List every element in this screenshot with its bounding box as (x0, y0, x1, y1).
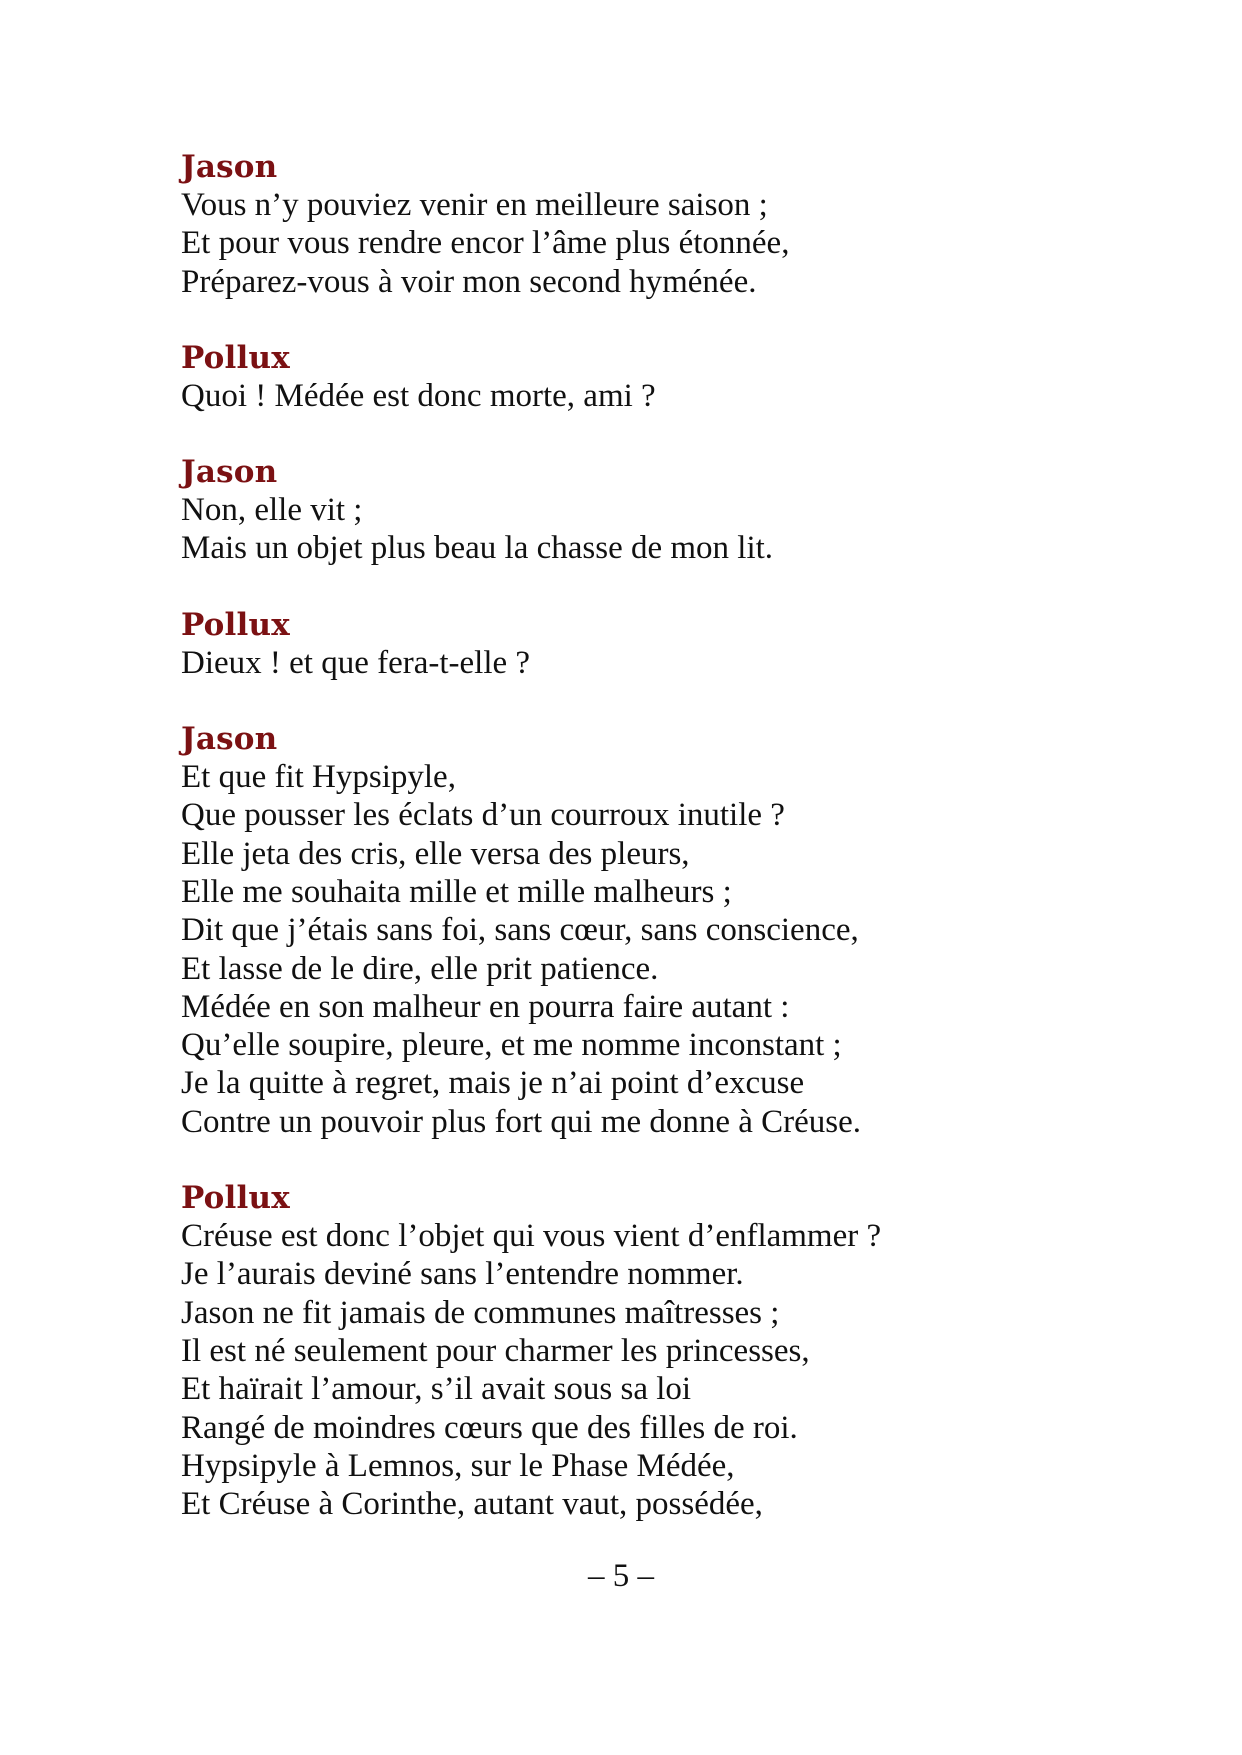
verse-line: Et que fit Hypsipyle, (181, 759, 456, 796)
verse-line: Médée en son malheur en pourra faire autant : (181, 988, 790, 1025)
speaker-name: Pollux (181, 339, 290, 376)
verse-line: Elle me souhaita mille et mille malheurs ; (181, 873, 732, 910)
verse-line: Je la quitte à regret, mais je n’ai point d’excuse (181, 1065, 805, 1102)
verse-line: Contre un pouvoir plus fort qui me donne à Créuse. (181, 1103, 862, 1140)
verse-line: Vous n’y pouviez venir en meilleure saison ; (181, 187, 768, 223)
speech-block (181, 606, 1181, 682)
verse-line: Quoi ! Médée est donc morte, ami ? (181, 377, 656, 414)
speaker-name: Pollux (181, 606, 290, 643)
verse-line: Il est né seulement pour charmer les princesses, (181, 1332, 810, 1369)
verse-line: Mais un objet plus beau la chasse de mon lit. (181, 530, 774, 567)
speaker-name: Jason (181, 454, 278, 491)
verse-line: Que pousser les éclats d’un courroux inutile ? (181, 797, 785, 834)
verse-line: Je l’aurais deviné sans l’entendre nommer. (181, 1256, 744, 1293)
speech-block (181, 148, 1181, 301)
verse-line: Créuse est donc l’objet qui vous vient d’enflammer ? (181, 1218, 882, 1255)
verse-line: Hypsipyle à Lemnos, sur le Phase Médée, (181, 1447, 735, 1484)
verse-line: Et haïrait l’amour, s’il avait sous sa loi (181, 1371, 692, 1408)
verse-line: Qu’elle soupire, pleure, et me nomme inconstant ; (181, 1027, 842, 1064)
verse-line: Non, elle vit ; (181, 492, 363, 529)
verse-line: Préparez-vous à voir mon second hyménée. (181, 263, 757, 300)
speaker-name: Pollux (181, 1180, 290, 1217)
speaker-name: Jason (181, 721, 278, 758)
speech-block (181, 453, 1181, 568)
verse-line: Dieux ! et que fera-t-elle ? (181, 644, 531, 681)
verse-line: Et Créuse à Corinthe, autant vaut, possédée, (181, 1486, 763, 1523)
verse-line: Elle jeta des cris, elle versa des pleurs, (181, 835, 690, 872)
verse-line: Dit que j’étais sans foi, sans cœur, sans conscience, (181, 912, 859, 949)
verse-line: Jason ne fit jamais de communes maîtresses ; (181, 1294, 780, 1331)
verse-line: Et lasse de le dire, elle prit patience. (181, 950, 659, 987)
verse-line: Rangé de moindres cœurs que des filles de roi. (181, 1409, 798, 1446)
page-number: – 5 – (588, 1558, 654, 1594)
speech-block (181, 1179, 1181, 1523)
speech-block (181, 720, 1181, 1141)
speaker-name: Jason (181, 149, 278, 185)
speech-block (181, 339, 1181, 415)
dialogue-text (181, 148, 1181, 1561)
verse-line: Et pour vous rendre encor l’âme plus étonnée, (181, 225, 790, 262)
